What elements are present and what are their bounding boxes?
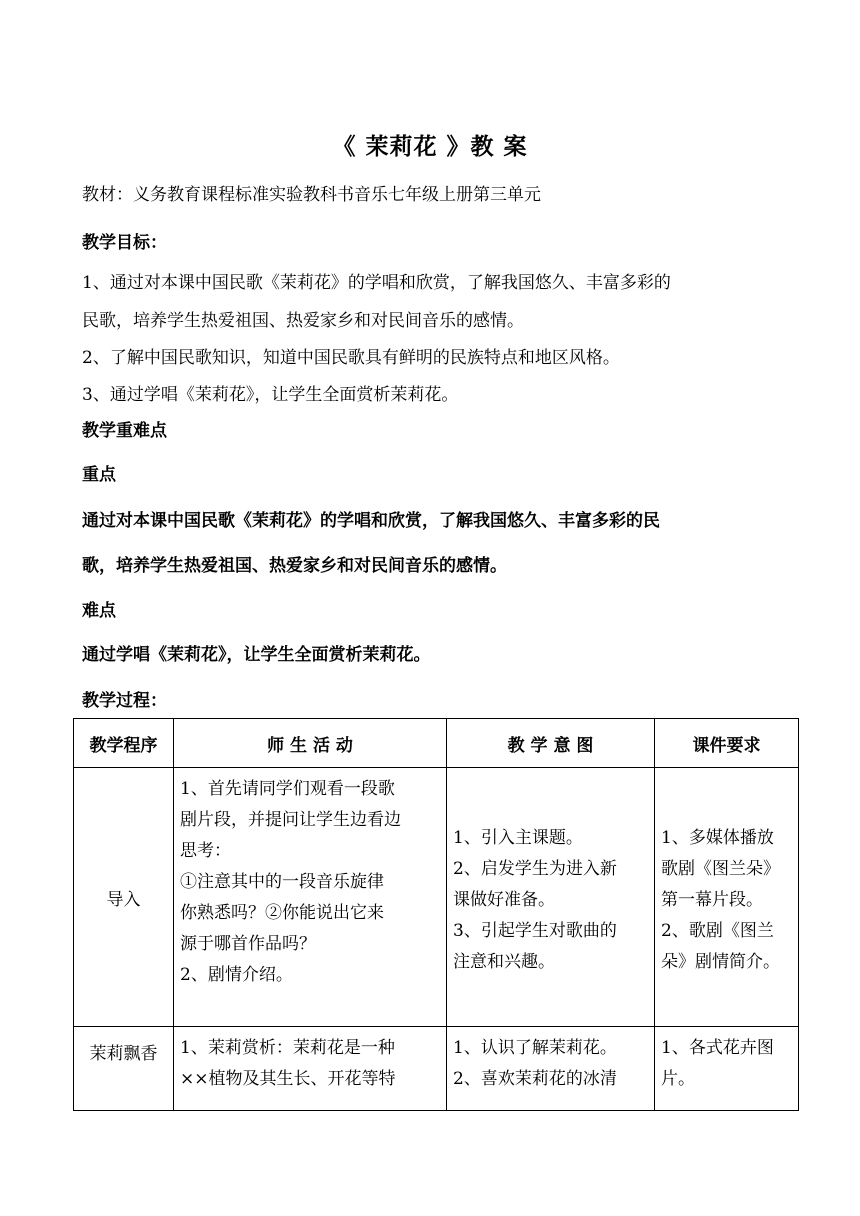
difficult-heading: 难点 [82,601,116,621]
activity-cell [174,768,447,1027]
stage-cell: 导入 [74,768,174,1027]
cell-line: ××植物及其生长、开花等特 [180,1069,396,1089]
table-row [74,1027,799,1111]
cell-line: 剧片段，并提问让学生边看边 [180,810,401,830]
table-row [74,768,799,1027]
cell-line: 1、各式花卉图 [661,1038,774,1058]
cell-line: ①注意其中的一段音乐旋律 [180,872,384,892]
cell-line: 你熟悉吗？②你能说出它来 [180,903,384,923]
objective-line: 3、通过学唱《茉莉花》，让学生全面赏析茉莉花。 [82,385,459,405]
textbook-line: 教材：义务教育课程标准实验教科书音乐七年级上册第三单元 [82,185,541,205]
column-header: 课件要求 [655,719,799,768]
cell-line: 2、喜欢茉莉花的冰清 [453,1069,617,1089]
cell-line: 1、首先请同学们观看一段歌 [180,779,395,799]
intent-cell [447,1027,655,1111]
cell-line: 片。 [661,1069,695,1089]
cell-line: 课做好准备。 [453,889,555,910]
key-point-line: 歌，培养学生热爱祖国、热爱家乡和对民间音乐的感情。 [82,556,507,576]
intent-cell [447,768,655,1027]
cell-line: 朵》剧情简介。 [661,951,780,972]
cell-line: 思考： [180,841,231,861]
column-header: 教学程序 [74,719,174,768]
cell-line: 2、剧情介绍。 [180,965,293,985]
key-point-line: 通过对本课中国民歌《茉莉花》的学唱和欣赏，了解我国悠久、丰富多彩的民 [82,511,660,531]
courseware-cell [655,768,799,1027]
key-heading: 重点 [82,465,116,485]
cell-line: 第一幕片段。 [661,889,763,910]
cell-line: 源于哪首作品吗？ [180,934,316,954]
cell-line: 1、茉莉赏析：茉莉花是一种 [180,1038,395,1058]
objective-line: 民歌，培养学生热爱祖国、热爱家乡和对民间音乐的感情。 [82,311,524,331]
difficult-point: 通过学唱《茉莉花》，让学生全面赏析茉莉花。 [82,645,431,665]
courseware-cell [655,1027,799,1111]
cell-line: 歌剧《图兰朵》 [661,858,780,879]
key-difficult-heading: 教学重难点 [82,421,167,441]
activity-cell [174,1027,447,1111]
cell-line: 1、多媒体播放 [661,827,774,848]
cell-line: 2、启发学生为进入新 [453,858,617,879]
process-heading: 教学过程： [82,691,167,711]
column-header: 教 学 意 图 [447,719,655,768]
cell-line: 1、引入主课题。 [453,827,583,848]
objectives-heading: 教学目标： [82,233,167,253]
cell-line: 2、歌剧《图兰 [661,920,774,941]
lesson-process-table [73,718,799,1111]
stage-cell: 茉莉飘香 [74,1027,174,1111]
cell-line: 注意和兴趣。 [453,951,555,972]
table-header-row [74,719,799,768]
cell-line: 1、认识了解茉莉花。 [453,1038,617,1058]
objective-line: 2、了解中国民歌知识，知道中国民歌具有鲜明的民族特点和地区风格。 [82,348,620,368]
objective-line: 1、通过对本课中国民歌《茉莉花》的学唱和欣赏，了解我国悠久、丰富多彩的 [82,273,671,293]
cell-line: 3、引起学生对歌曲的 [453,920,617,941]
page-title: 《 茉莉花 》教 案 [332,134,528,160]
column-header: 师 生 活 动 [174,719,447,768]
